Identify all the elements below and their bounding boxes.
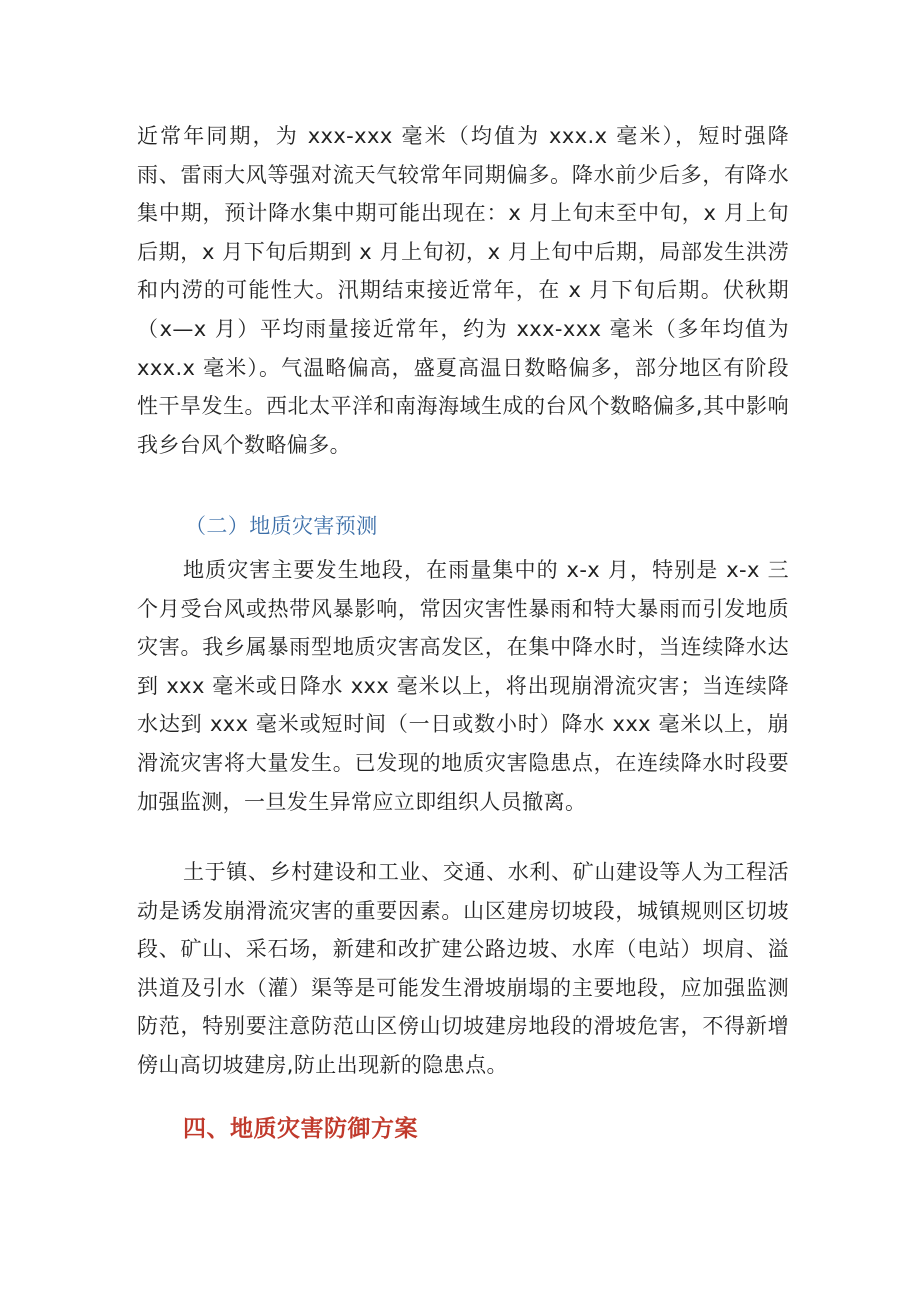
paragraph-rainfall-forecast: 近常年同期，为 xxx-xxx 毫米（均值为 xxx.x 毫米），短时强降雨、雷雨大风等强对流天气较常年同期偏多。降水前少后多，有降水集中期，预计降水集中期可能出现在：x 月上旬末至中旬，x 月上旬后期，x 月下旬后期到 x 月上旬初，x 月上旬中后期，局部发生洪涝和内涝的可能性大。汛期结束接近常年，在 x 月下旬后期。伏秋期（x—x 月）平均雨量接近常年，约为 xxx-xxx 毫米（多年均值为 xxx.x 毫米）。气温略偏高，盛夏高温日数略偏多，部分地区有阶段性干旱发生。西北太平洋和南海海域生成的台风个数略偏多,其中影响我乡台风个数略偏多。: [137, 124, 789, 457]
subheading-geological-hazard-forecast: （二）地质灾害预测: [185, 514, 378, 538]
paragraph-hazard-areas: 地质灾害主要发生地段，在雨量集中的 x-x 月，特别是 x-x 三个月受台风或热带风暴影响，常因灾害性暴雨和特大暴雨而引发地质灾害。我乡属暴雨型地质灾害高发区，在集中降水时，当连续降水达到 xxx 毫米或日降水 xxx 毫米以上，将出现崩滑流灾害；当连续降水达到 xxx 毫米或短时间（一日或数小时）降水 xxx 毫米以上，崩滑流灾害将大量发生。已发现的地质灾害隐患点，在连续降水时段要加强监测，一旦发生异常应立即组织人员撤离。: [137, 558, 789, 814]
paragraph-human-activity-factors: 土于镇、乡村建设和工业、交通、水利、矿山建设等人为工程活动是诱发崩滑流灾害的重要因素。山区建房切坡段，城镇规则区切坡段、矿山、采石场，新建和改扩建公路边坡、水库（电站）坝肩、溢洪道及引水（灌）渠等是可能发生滑坡崩塌的主要地段，应加强监测防范，特别要注意防范山区傍山切坡建房地段的滑坡危害，不得新增傍山高切坡建房,防止出现新的隐患点。: [137, 860, 789, 1077]
section-heading-defense-plan: 四、地质灾害防御方案: [183, 1116, 418, 1142]
